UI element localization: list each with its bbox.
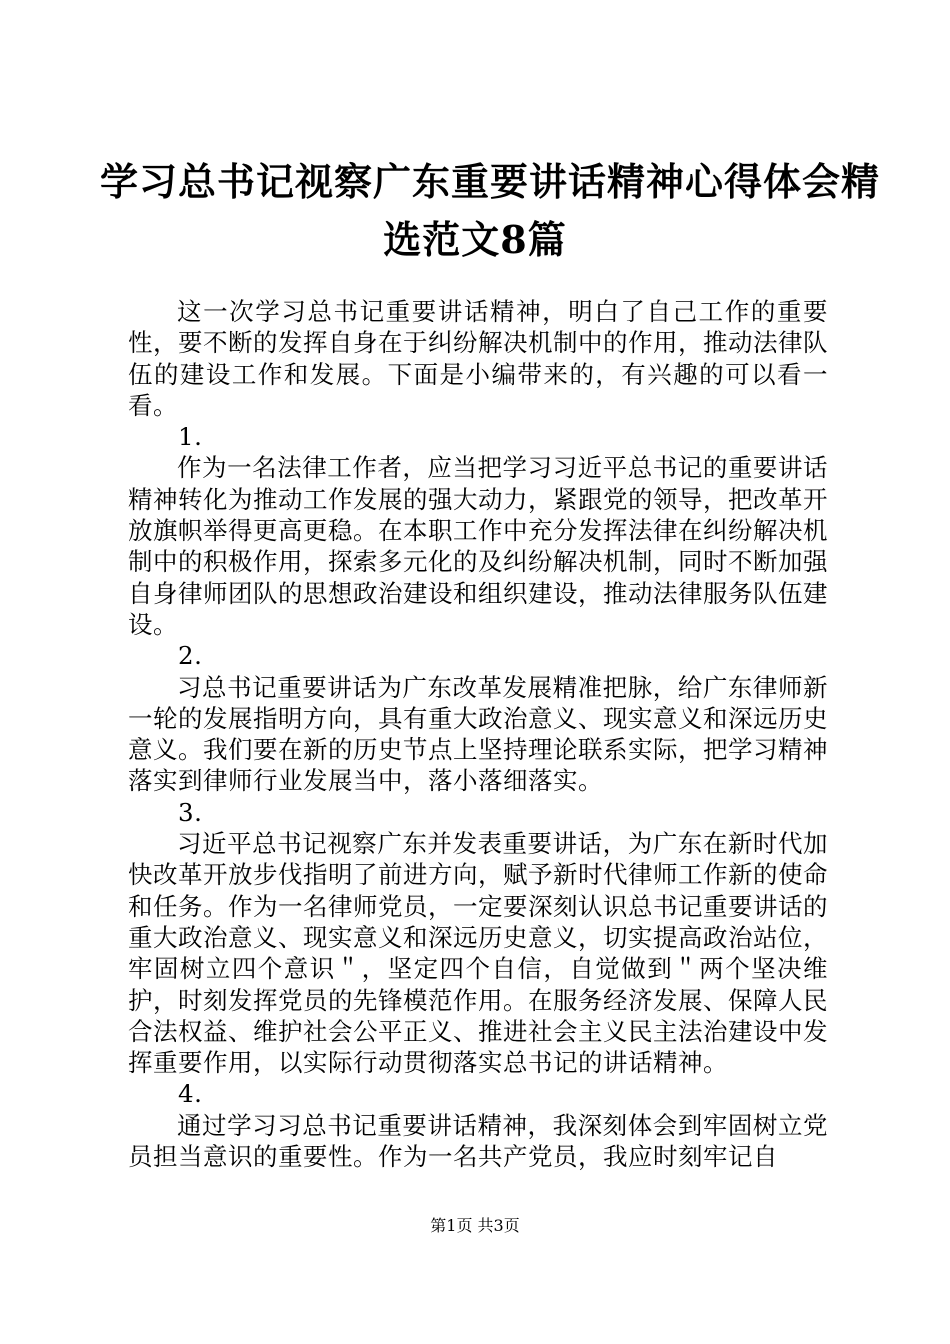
section-number: 1.	[178, 422, 203, 452]
section-paragraph: 通过学习习总书记重要讲话精神，我深刻体会到牢固树立党员担当意识的重要性。作为一名共产党员，我应时刻牢记自	[128, 1110, 828, 1172]
section-number: 3.	[178, 797, 203, 827]
page-footer: 第1页 共3页	[430, 1216, 520, 1235]
section-paragraph: 习总书记重要讲话为广东改革发展精准把脉，给广东律师新一轮的发展指明方向，具有重大政治意义、现实意义和深远历史意义。我们要在新的历史节点上坚持理论联系实际，把学习精神落实到律师行业发展当中，落小落细落实。	[128, 672, 828, 796]
document-title-line-2: 选范文8篇	[383, 217, 567, 262]
section-number: 4.	[178, 1079, 203, 1109]
intro-paragraph: 这一次学习总书记重要讲话精神，明白了自己工作的重要性，要不断的发挥自身在于纠纷解决机制中的作用，推动法律队伍的建设工作和发展。下面是小编带来的，有兴趣的可以看一看。	[128, 297, 828, 420]
section-number: 2.	[178, 641, 203, 671]
document-title-line-1: 学习总书记视察广东重要讲话精神心得体会精	[100, 159, 881, 204]
section-paragraph: 作为一名法律工作者，应当把学习习近平总书记的重要讲话精神转化为推动工作发展的强大动力，紧跟党的领导，把改革开放旗帜举得更高更稳。在本职工作中充分发挥法律在纠纷解决机制中的积极作用，探索多元化的及纠纷解决机制，同时不断加强自身律师团队的思想政治建设和组织建设，推动法律服务队伍建设。	[128, 453, 828, 639]
section-paragraph: 习近平总书记视察广东并发表重要讲话，为广东在新时代加快改革开放步伐指明了前进方向，赋予新时代律师工作新的使命和任务。作为一名律师党员，一定要深刻认识总书记重要讲话的重大政治意义、现实意义和深远历史意义，切实提高政治站位，牢固树立四个意识＂，坚定四个自信，自觉做到＂两个坚决维护，时刻发挥党员的先锋模范作用。在服务经济发展、保障人民合法权益、维护社会公平正义、推进社会主义民主法治建设中发挥重要作用，以实际行动贯彻落实总书记的讲话精神。	[128, 829, 828, 1078]
document-body	[128, 296, 828, 1172]
